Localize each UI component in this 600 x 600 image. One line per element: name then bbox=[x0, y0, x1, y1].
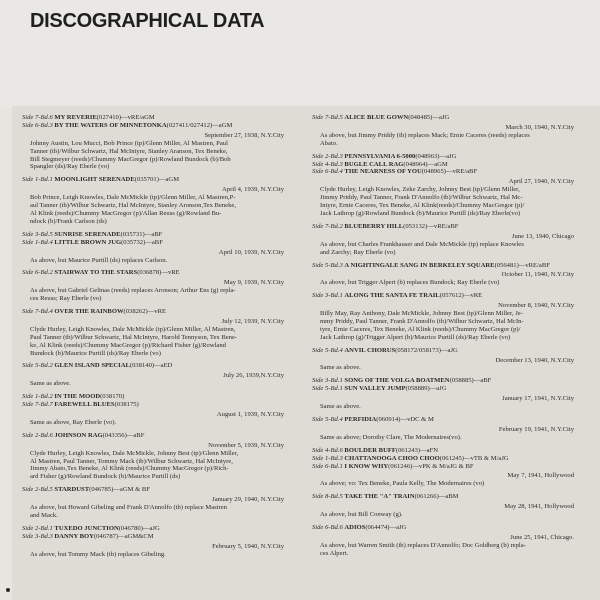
side-band: Side 7-Bd.7 bbox=[22, 401, 55, 409]
entry-heading bbox=[22, 122, 284, 130]
song-title: BOULDER BUFF bbox=[344, 446, 396, 454]
side-band: Side 2-Bd.5 bbox=[22, 486, 55, 494]
entry-heading bbox=[312, 416, 574, 424]
recording-date: August 1, 1939, N.Y.City bbox=[216, 411, 284, 418]
personnel-line: Same as above; Dorothy Clare, The Modernaires(vo). bbox=[320, 433, 462, 441]
entry-gap bbox=[312, 558, 574, 563]
right-column bbox=[312, 114, 574, 563]
song-title: ADIOS bbox=[344, 523, 366, 531]
entry-heading bbox=[312, 153, 574, 161]
entry-heading bbox=[22, 176, 284, 184]
song-title: THE NEARNESS OF YOU bbox=[344, 168, 422, 176]
personnel-line: Clyde Hurley, Leigh Knowles, Dale McMickle, Johnny Best (tp)/Glenn Miller, bbox=[30, 449, 239, 457]
side-band: Side 5-Bd.2 bbox=[22, 362, 55, 370]
personnel-line: As above, but Gabriel Gelinas (reeds) replaces Aronson; Arthur Ens (g) repla- bbox=[30, 287, 236, 295]
entry-heading bbox=[22, 269, 284, 277]
song-title: FAREWELL BLUES bbox=[54, 401, 115, 409]
side-band: Side 3-Bd.1 bbox=[312, 292, 345, 300]
side-band: Side 3-Bd.5 bbox=[22, 230, 55, 238]
matrix-number: (038262)—vRE bbox=[123, 308, 167, 316]
matrix-number: (064474)—aJG bbox=[365, 523, 407, 531]
corner-dot bbox=[6, 588, 10, 592]
matrix-number: (061245)—vTB & M/aJG bbox=[439, 454, 509, 462]
entry-heading bbox=[312, 347, 574, 355]
discography-entry bbox=[312, 114, 574, 148]
matrix-number: (046787)—aGM&CM bbox=[93, 532, 154, 540]
discography-entry bbox=[22, 432, 284, 481]
discography-entry bbox=[22, 176, 284, 225]
side-band: Side 1-Bd.3 bbox=[312, 454, 345, 462]
side-band: Side 6-Bd.6 bbox=[312, 523, 345, 531]
song-title: A NIGHTINGALE SANG IN BERKELEY SQUARE bbox=[344, 261, 495, 269]
entry-heading bbox=[22, 239, 284, 247]
matrix-number: (038170) bbox=[100, 393, 125, 401]
entry-heading bbox=[312, 292, 574, 300]
title-band bbox=[0, 0, 600, 108]
matrix-number: (043356)—aBF bbox=[102, 431, 145, 439]
personnel-line: mmy Priddy, Paul Tanner, Frank D'Annolfo (tb)/Wilbur Schwartz, Hal McIn- bbox=[320, 317, 524, 325]
personnel-line: As above, but Maurice Purtill (ds) replaces Carlson. bbox=[30, 256, 168, 264]
entry-heading bbox=[22, 114, 284, 122]
side-band: Side 4-Bd.3 bbox=[312, 160, 345, 168]
personnel-line: Same as above, Ray Eberle (vo). bbox=[30, 418, 117, 426]
discography-entry bbox=[22, 362, 284, 388]
side-band: Side 7-Bd.4 bbox=[22, 308, 55, 316]
matrix-number: (038140)—aED bbox=[129, 362, 173, 370]
personnel-line: Clyde Hurley, Leigh Knowles, Dale McMickle (tp)/Glenn Miller, Al Mastren, bbox=[30, 325, 236, 333]
matrix-number: (048965)—vRE/aBF bbox=[421, 168, 478, 176]
entry-heading bbox=[312, 168, 574, 176]
personnel-line: As above, but Jimmy Priddy (tb) replaces Mack; Ernie Caceres (reeds) replaces bbox=[320, 131, 530, 139]
personnel-line: ces Alpert. bbox=[320, 549, 349, 557]
recording-date: February 19, 1941, N.Y.City bbox=[498, 425, 574, 433]
discography-entry bbox=[312, 455, 574, 463]
song-title: SUNRISE SERENADE bbox=[54, 230, 121, 238]
personnel-line: Jimmy Abato,Tex Beneke, Al Klink (reeds)/Chummy MacGregor (p)/Rich- bbox=[30, 465, 229, 473]
discography-entry bbox=[312, 447, 574, 455]
discography-entry bbox=[312, 347, 574, 373]
recording-date: January 17, 1941, N.Y.City bbox=[502, 395, 574, 403]
side-band: Side 6-Bd.3 bbox=[22, 121, 55, 129]
discography-entry bbox=[22, 533, 284, 559]
recording-date: May 28, 1941, Hollywood bbox=[504, 503, 574, 511]
personnel-line: and Mack. bbox=[30, 511, 58, 519]
side-band: Side 1-Bd.1 bbox=[22, 176, 55, 184]
side-band: Side 4-Bd.6 bbox=[312, 446, 345, 454]
personnel-line: Bundock (b)/Maurice Purtill (ds)/Ray Eberle (vo) bbox=[30, 349, 161, 357]
personnel-line: and Zarchy; Ray Eberle (vo) bbox=[320, 248, 396, 256]
matrix-number: (027411/027412)—aGM bbox=[166, 121, 233, 129]
side-band: Side 6-Bd.1 bbox=[312, 462, 345, 470]
side-band: Side 1-Bd.2 bbox=[22, 393, 55, 401]
personnel-line: As above, but Tommy Mack (tb) replaces Gibeling. bbox=[30, 550, 166, 558]
discography-entry bbox=[312, 385, 574, 411]
personnel-line: Paul Tanner (tb)/Wilbur Schwartz, Hal McIntyre, Harold Tennyson, Tex Bene- bbox=[30, 333, 238, 341]
side-band: Side 8-Bd.5 bbox=[312, 493, 345, 501]
recording-date: April 27, 1940, N.Y.City bbox=[508, 178, 574, 186]
discography-entry bbox=[312, 416, 574, 442]
personnel-line: As above; vo: Tex Beneke, Paula Kelly, The Modernaires (vo) bbox=[320, 480, 485, 488]
song-title: BLUEBERRY HILL bbox=[344, 222, 404, 230]
personnel-line: Billy May, Ray Anthony, Dale McMickle, Johnny Best (tp)/Glenn Miller, Je- bbox=[320, 310, 523, 318]
personnel-line: Al Klink (reeds)/Chummy MacGregor (p)/Allan Reuss (g)/Rowland Bu- bbox=[30, 209, 222, 217]
entry-heading bbox=[312, 463, 574, 471]
recording-date: July 26, 1939,N.Y.City bbox=[223, 372, 284, 380]
matrix-number: (046780)—aJG bbox=[118, 524, 160, 532]
left-column bbox=[22, 114, 284, 564]
recording-date: November 5, 1939, N.Y.City bbox=[208, 441, 284, 449]
discography-entry bbox=[312, 262, 574, 288]
discography-entry bbox=[312, 463, 574, 489]
discography-entry bbox=[22, 114, 284, 122]
side-band: Side 7-Bd.6 bbox=[22, 114, 55, 121]
song-title: LITTLE BROWN JUG bbox=[54, 238, 122, 246]
personnel-line: Tanner (tb)/Wilbur Schwartz, Hal McIntyre, Stanley Aranson, Tex Beneke, bbox=[30, 147, 228, 155]
side-band: Side 5-Bd.3 bbox=[312, 261, 345, 269]
entry-heading bbox=[312, 385, 574, 393]
entry-heading bbox=[312, 455, 574, 463]
discography-entry bbox=[22, 308, 284, 357]
song-title: ALONG THE SANTA FE TRAIL bbox=[344, 292, 440, 300]
matrix-number: (053132)—vRE/aBF bbox=[403, 222, 459, 230]
recording-date: January 29, 1940, N.Y.City bbox=[212, 496, 284, 504]
matrix-number: (035732)—aBF bbox=[121, 238, 163, 246]
personnel-line: Bill Stegmeyer (reeds)/Chummy MacGregor (p)/Rowland Bundock (b)/Bob bbox=[30, 155, 231, 163]
side-band: Side 6-Bd.4 bbox=[312, 168, 345, 176]
personnel-line: Spangler (ds)/Ray Eberle (vo) bbox=[30, 163, 110, 171]
discography-entry bbox=[312, 168, 574, 217]
matrix-number: (061243)—aFN bbox=[395, 446, 439, 454]
song-title: MOONLIGHT SERENADE bbox=[54, 176, 135, 184]
matrix-number: (060914)—vDC & M bbox=[376, 416, 434, 423]
entry-gap bbox=[22, 559, 284, 564]
side-band: Side 2-Bd.6 bbox=[22, 431, 55, 439]
personnel-line: ke, Al Klink (reeds)/Chummy MacGregor (p)/Richard Fisher (g)/Rowland bbox=[30, 341, 226, 349]
recording-date: April 4, 1939, N.Y.City bbox=[222, 186, 284, 194]
matrix-number: (046785)—aGM & BF bbox=[89, 486, 150, 494]
personnel-line: Johnny Austin, Lou Mucci, Bob Prince (tp)/Glenn Miller, Al Mastren, Paul bbox=[30, 139, 228, 147]
matrix-number: (027410)—vRE/aGM bbox=[96, 114, 155, 121]
entry-heading bbox=[312, 114, 574, 122]
side-band: Side 7-Bd.2 bbox=[312, 222, 345, 230]
song-title: MY REVERIE bbox=[54, 114, 97, 121]
recording-date: March 30, 1940, N.Y.City bbox=[505, 123, 574, 131]
personnel-line: Same as above. bbox=[320, 364, 361, 372]
song-title: JOHNSON RAG bbox=[54, 431, 103, 439]
side-band: Side 2-Bd.3 bbox=[312, 152, 345, 160]
discography-entry bbox=[312, 377, 574, 385]
recording-date: May 9, 1939, N.Y.City bbox=[223, 279, 284, 287]
personnel-line: Abato. bbox=[320, 139, 338, 147]
discography-entry bbox=[22, 239, 284, 265]
song-title: BUGLE CALL RAG bbox=[344, 160, 404, 168]
song-title: CHATTANOOGA CHOO CHOO bbox=[344, 454, 440, 462]
recording-date: November 8, 1940, N.Y.City bbox=[498, 302, 574, 310]
personnel-line: As above, but Howard Gibeling and Frank D'Annolfo (tb) replace Mastren bbox=[30, 504, 227, 512]
personnel-line: As above, but Trigger Alpert (b) replaces Bundock; Ray Eberle (vo) bbox=[320, 279, 500, 287]
entry-heading bbox=[22, 486, 284, 494]
side-band: Side 5-Bd.4 bbox=[312, 346, 345, 354]
discography-entry bbox=[22, 486, 284, 520]
side-band: Side 6-Bd.2 bbox=[22, 269, 55, 277]
discography-entry bbox=[312, 292, 574, 341]
song-title: I KNOW WHY bbox=[344, 462, 389, 470]
song-title: SONG OF THE VOLGA BOATMEN bbox=[344, 377, 450, 385]
entry-heading bbox=[22, 393, 284, 401]
song-title: TAKE THE "A" TRAIN bbox=[344, 493, 415, 501]
matrix-number: (057612)—vRE bbox=[439, 292, 483, 300]
matrix-number: (056481)—vRE/aBF bbox=[494, 261, 550, 269]
matrix-number: (058172/058173)—aJG bbox=[395, 346, 458, 354]
personnel-line: Jack Lathrop (g)/Trigger Alpert (b)/Maurice Purtill (ds)/Ray Eberle (vo) bbox=[320, 333, 511, 341]
entry-heading bbox=[312, 447, 574, 455]
personnel-line: As above, but Charles Frankhauser and Dale McMickle (tp) replace Knowles bbox=[320, 240, 524, 248]
recording-date: June 25, 1941, Chicago. bbox=[510, 533, 574, 541]
song-title: PENNSYLVANIA 6-5000 bbox=[344, 152, 416, 160]
side-band: Side 7-Bd.5 bbox=[312, 114, 345, 121]
entry-heading bbox=[22, 533, 284, 541]
song-title: ANVIL CHORUS bbox=[344, 346, 396, 354]
side-band: Side 5-Bd.1 bbox=[312, 385, 345, 393]
matrix-number: (048485)—aJG bbox=[408, 114, 450, 121]
song-title: STAIRWAY TO THE STARS bbox=[54, 269, 138, 277]
recording-date: February 5, 1940, N.Y.City bbox=[212, 542, 284, 550]
song-title: PERFIDIA bbox=[344, 416, 377, 423]
matrix-number: (048964)—aGM bbox=[403, 160, 448, 168]
matrix-number: (061246)—vPK & M/aJG & BF bbox=[388, 462, 474, 470]
discography-entry bbox=[312, 153, 574, 161]
entry-heading bbox=[312, 223, 574, 231]
discography-entry bbox=[22, 401, 284, 427]
personnel-line: Bob Prince, Leigh Knowles, Dale McMickle (tp)/Glenn Miller, Al Mastren,P- bbox=[30, 194, 236, 202]
entry-heading bbox=[312, 493, 574, 501]
recording-date: April 10, 1939, N.Y.City bbox=[218, 248, 284, 256]
personnel-line: ndock (b)/Frank Carlson (ds) bbox=[30, 217, 107, 225]
matrix-number: (035731)—aBF bbox=[120, 230, 163, 238]
song-title: OVER THE RAINBOW bbox=[54, 308, 124, 316]
discography-entry bbox=[22, 525, 284, 533]
entry-heading bbox=[22, 231, 284, 239]
side-band: Side 5-Bd.4 bbox=[312, 416, 345, 423]
song-title: DANNY BOY bbox=[54, 532, 94, 540]
entry-heading bbox=[22, 401, 284, 409]
matrix-number: (061266)—aBM bbox=[414, 493, 459, 501]
recording-date: September 27, 1938, N.Y.City bbox=[204, 131, 284, 139]
discography-entry bbox=[22, 393, 284, 401]
entry-heading bbox=[22, 308, 284, 316]
personnel-line: Al Mastren, Paul Tanner, Tommy Mack (tb)/Wilbur Schwartz, Hal McIntyre, bbox=[30, 457, 233, 465]
personnel-line: As above, but Warren Smith (tb) replaces D'Annolfo; Doc Goldberg (b) repla- bbox=[320, 541, 526, 549]
song-title: GLEN ISLAND SPECIAL bbox=[54, 362, 130, 370]
recording-date: May 7, 1941, Hollywood bbox=[507, 472, 574, 480]
recording-date: June 13, 1940, Chicago bbox=[511, 232, 574, 240]
side-band: Side 1-Bd.4 bbox=[22, 238, 55, 246]
side-band: Side 3-Bd.1 bbox=[312, 377, 345, 385]
song-title: SUN VALLEY JUMP bbox=[344, 385, 406, 393]
discography-entry bbox=[22, 269, 284, 303]
discography-entry bbox=[22, 231, 284, 239]
personnel-line: Intyre, Ernie Caceres, Tex Beneke, Al Klink(reeds)/Chummy MacGregor (p)/ bbox=[320, 202, 525, 210]
entry-heading bbox=[22, 432, 284, 440]
personnel-line: ard Fisher (g)/Rowland Bundock (b)/Maurice Purtill (ds) bbox=[30, 473, 181, 481]
personnel-line: As above, but Bill Conway (g). bbox=[320, 511, 403, 519]
recording-date: October 11, 1940, N.Y.City bbox=[501, 271, 574, 279]
personnel-line: Jimmy Priddy, Paul Tanner, Frank D'Annolfo (tb)/Wilbur Schwartz, Hal Mc- bbox=[320, 194, 523, 202]
personnel-line: Jack Lathrop (g)/Rowland Bundock (b)/Maurice Purtill (ds)/Ray Eberle(vo) bbox=[320, 209, 521, 217]
personnel-line: tyre, Ernie Caceres, Tex Beneke, Al Klink (reeds)/Chummy MacGregor (p)/ bbox=[320, 325, 521, 333]
discography-entry bbox=[312, 223, 574, 257]
personnel-line: Same as above. bbox=[320, 403, 361, 411]
side-band: Side 2-Bd.1 bbox=[22, 524, 55, 532]
side-band: Side 3-Bd.3 bbox=[22, 532, 55, 540]
entry-heading bbox=[22, 362, 284, 370]
song-title: IN THE MOOD bbox=[54, 393, 101, 401]
discography-entry bbox=[22, 122, 284, 171]
page-title: DISCOGRAPHICAL DATA bbox=[30, 10, 265, 32]
entry-heading bbox=[22, 525, 284, 533]
recording-date: December 13, 1940, N.Y.City bbox=[495, 356, 574, 364]
personnel-line: aul Tanner (tb)/Wilbur Schwartz, Hal McIntyre, Stanley Aronson,Tex Beneke, bbox=[30, 202, 236, 210]
discography-entry bbox=[312, 524, 574, 558]
entry-heading bbox=[312, 262, 574, 270]
song-title: ALICE BLUE GOWN bbox=[344, 114, 409, 121]
matrix-number: (036878)—vRE bbox=[137, 269, 180, 277]
matrix-number: (038175) bbox=[114, 401, 139, 409]
entry-heading bbox=[312, 377, 574, 385]
song-title: TUXEDO JUNCTION bbox=[54, 524, 119, 532]
personnel-line: Clyde Hurley, Leigh Knowles, Zeke Zarchy, Johnny Best (tp)/Glenn Miller, bbox=[320, 186, 520, 194]
recording-date: July 12, 1939, N.Y.City bbox=[221, 317, 284, 325]
song-title: BY THE WATERS OF MINNETONKA bbox=[54, 121, 167, 129]
song-title: STARDUST bbox=[54, 486, 90, 494]
discography-entry bbox=[312, 161, 574, 169]
entry-heading bbox=[312, 524, 574, 532]
personnel-line: ces Reuss; Ray Eberle (vo) bbox=[30, 295, 102, 303]
matrix-number: (058889)—aJG bbox=[405, 385, 447, 393]
matrix-number: (058885)—aBF bbox=[449, 377, 492, 385]
entry-heading bbox=[312, 161, 574, 169]
matrix-number: (048963)—aJG bbox=[415, 152, 457, 160]
discography-entry bbox=[312, 493, 574, 519]
personnel-line: Same as above. bbox=[30, 380, 71, 388]
matrix-number: (035701)—aGM bbox=[134, 176, 180, 184]
